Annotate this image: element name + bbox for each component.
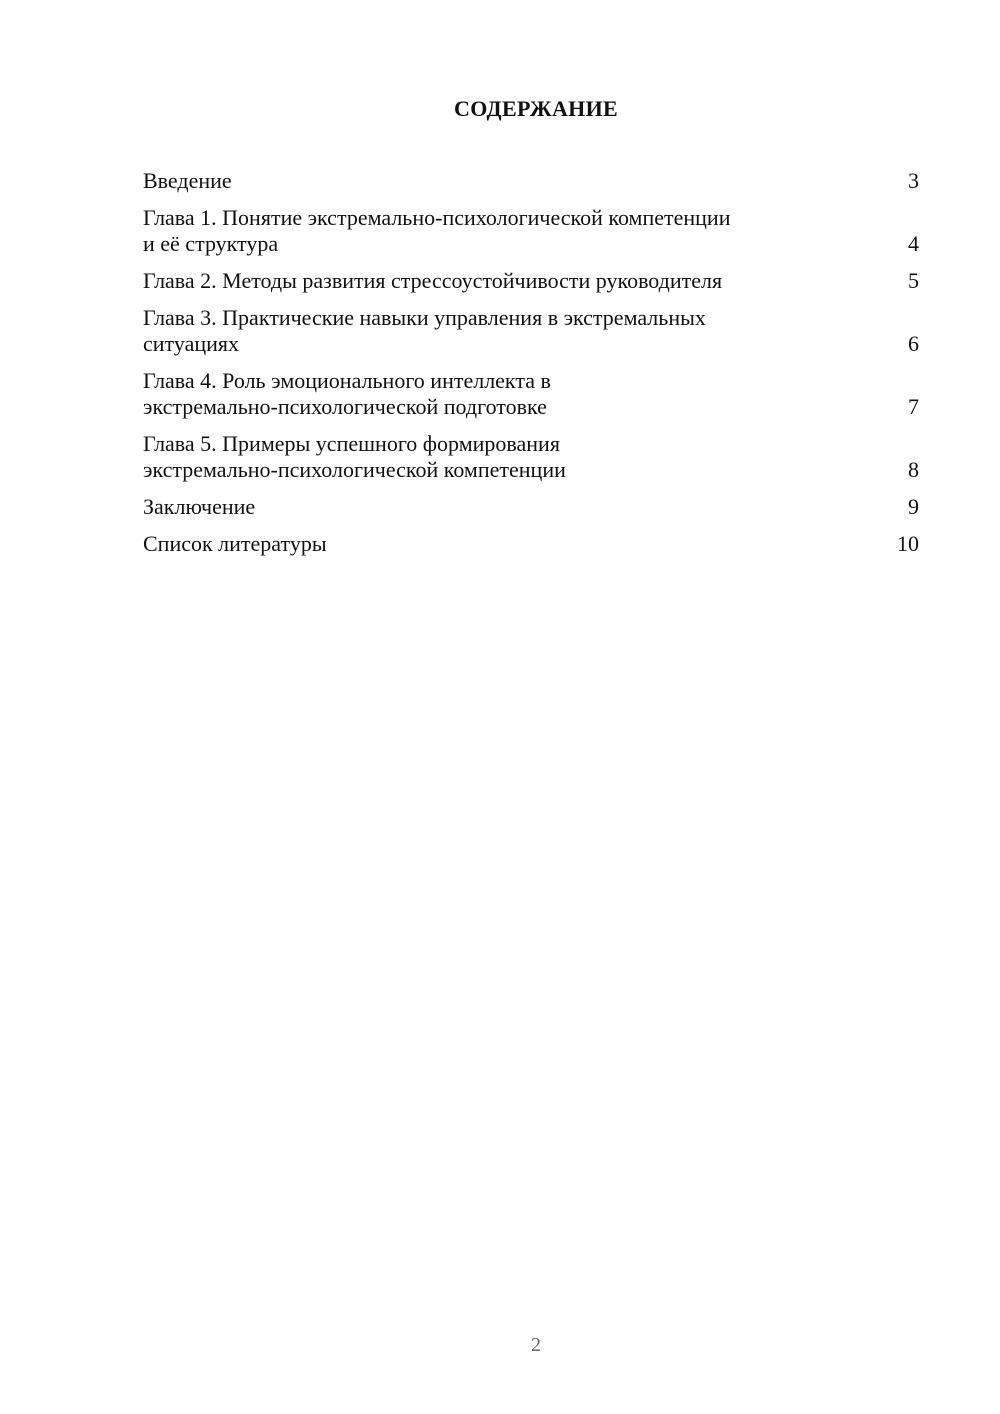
toc-entry-label: Заключение [143, 494, 256, 519]
toc-entry-label: Список литературы [143, 531, 327, 556]
toc-entry-label: Глава 3. Практические навыки управления в экстремальных [143, 305, 706, 330]
toc-page-number: 7 [908, 394, 919, 419]
toc-entry-introduction[interactable] [143, 168, 919, 194]
toc-entry-label-continued: экстремально-психологической компетенции [143, 457, 566, 482]
toc-page-number: 8 [908, 457, 919, 482]
toc-entry-references[interactable] [143, 531, 919, 557]
toc-entry-label-continued: экстремально-психологической подготовке [143, 394, 547, 419]
toc-entry-label: Глава 5. Примеры успешного формирования [143, 431, 560, 456]
toc-entry-label-continued: ситуациях [143, 331, 240, 356]
toc-page-number: 9 [908, 494, 919, 519]
toc-entry-label: Введение [143, 168, 232, 193]
toc-page-number: 10 [897, 531, 919, 556]
footer-page-number: 2 [531, 1334, 541, 1356]
toc-page-number: 5 [908, 268, 919, 293]
toc-entry-label: Глава 4. Роль эмоционального интеллекта в [143, 368, 551, 393]
toc-page-number: 4 [908, 231, 919, 256]
toc-entry-label: Глава 1. Понятие экстремально-психологической компетенции [143, 205, 731, 230]
toc-entry-chapter-4[interactable] [143, 368, 919, 420]
toc-entry-label-continued: и её структура [143, 231, 279, 256]
table-of-contents [143, 168, 919, 568]
toc-page-number: 3 [908, 168, 919, 193]
toc-entry-chapter-2[interactable] [143, 268, 919, 294]
page-title: СОДЕРЖАНИЕ [454, 96, 618, 121]
toc-entry-chapter-1[interactable] [143, 205, 919, 257]
toc-page-number: 6 [908, 331, 919, 356]
toc-entry-chapter-3[interactable] [143, 305, 919, 357]
toc-entry-chapter-5[interactable] [143, 431, 919, 483]
toc-entry-label: Глава 2. Методы развития стрессоустойчивости руководителя [143, 268, 723, 293]
toc-entry-conclusion[interactable] [143, 494, 919, 520]
